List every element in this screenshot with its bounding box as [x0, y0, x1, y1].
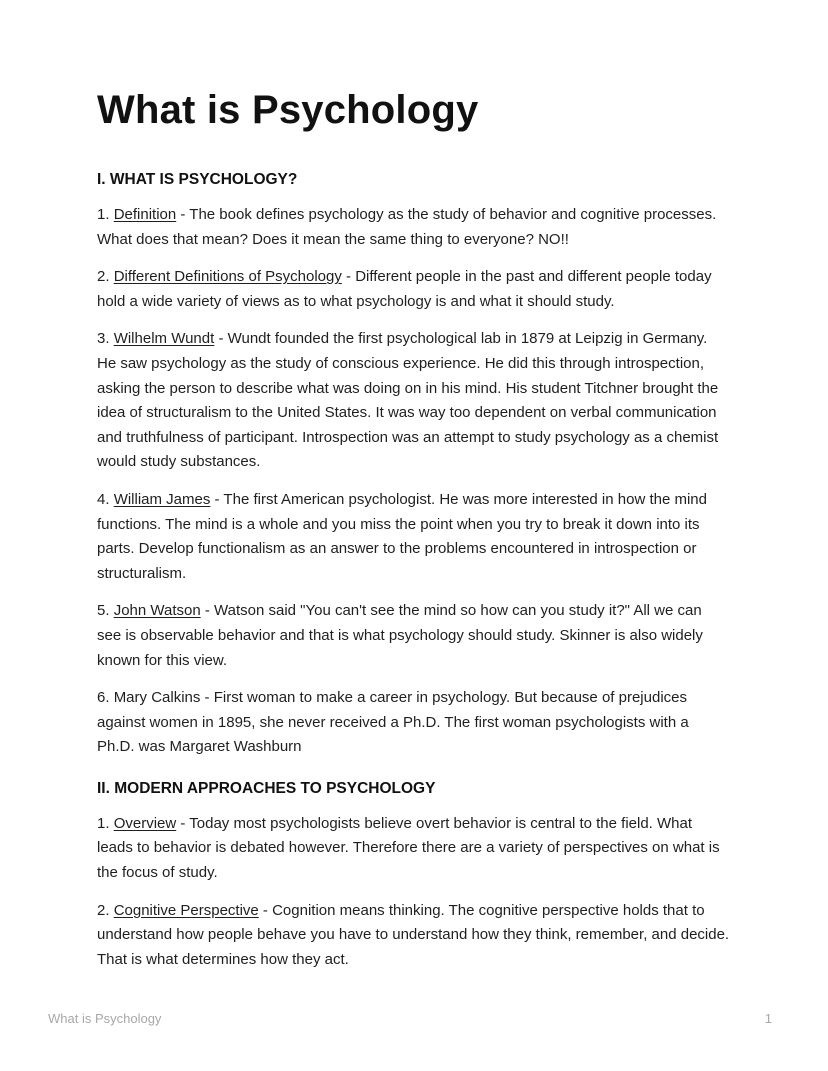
- item-text: - The first American psychologist. He was more interested in how the mind functions. The mind is a whole and you miss the point when you try to break it down into its parts. Develop functionalism as an answer to the problems encountered in introspection or structuralism.: [97, 490, 707, 582]
- item-term: William James: [113, 490, 211, 508]
- footer-document-title: What is Psychology: [48, 1011, 162, 1026]
- list-item-definition: [97, 203, 730, 252]
- item-term: Definition: [113, 206, 177, 223]
- item-number: 3.: [97, 330, 114, 348]
- item-term: Mary Calkins: [113, 689, 201, 707]
- list-item-cognitive-perspective: [97, 899, 730, 973]
- section-heading-what-is-psychology: I. WHAT IS PSYCHOLOGY?: [97, 171, 298, 188]
- item-text: - The book defines psychology as the study of behavior and cognitive processes. What does that mean? Does it mean the same thing to everyone? NO!!: [97, 206, 717, 248]
- item-term: Different Definitions of Psychology: [113, 268, 342, 286]
- item-text: - Different people in the past and different people today hold a wide variety of views as to what psychology is and what it should study.: [97, 268, 712, 310]
- list-item-overview: [97, 812, 730, 886]
- item-number: 2.: [97, 901, 114, 919]
- item-number: 1.: [97, 814, 114, 832]
- item-number: 6.: [97, 689, 114, 707]
- item-text: - Watson said "You can't see the mind so how can you study it?" All we can see is observable behavior and that is what psychology should study. Skinner is also widely known for this view.: [97, 602, 703, 669]
- list-item-wilhelm-wundt: [97, 327, 730, 475]
- item-term: Overview: [113, 814, 177, 832]
- list-item-mary-calkins: [97, 686, 730, 760]
- item-text: - Today most psychologists believe overt behavior is central to the field. What leads to behavior is debated however. Therefore there are a variety of perspectives on what is the focus of study.: [97, 814, 720, 882]
- section-heading-modern-approaches: II. MODERN APPROACHES TO PSYCHOLOGY: [97, 779, 436, 797]
- item-number: 5.: [97, 602, 114, 620]
- item-term: John Watson: [113, 602, 201, 620]
- item-number: 2.: [97, 268, 114, 286]
- list-item-william-james: [97, 488, 730, 586]
- item-text: - Cognition means thinking. The cognitive perspective holds that to understand how people behave you have to understand how they think, remember, and decide. That is what determines how they act.: [97, 901, 730, 968]
- item-text: - First woman to make a career in psychology. But because of prejudices against women in 1895, she never received a Ph.D. The first woman psychologists with a Ph.D. was Margaret Washburn: [97, 689, 689, 756]
- item-text: - Wundt founded the first psychological lab in 1879 at Leipzig in Germany. He saw psychology as the study of conscious experience. He did this through introspection, asking the person to describe what was doing on in his mind. His student Titchner brought the idea of structuralism to the United States. It was way too dependent on verbal communication and truthfulness of participant. Introspection was an attempt to study psychology as a chemist would study substances.: [97, 330, 719, 471]
- list-item-different-definitions: [97, 265, 730, 314]
- footer-page-number: 1: [764, 1011, 772, 1026]
- list-item-john-watson: [97, 599, 730, 673]
- item-number: 1.: [97, 206, 114, 223]
- item-number: 4.: [97, 490, 114, 508]
- item-term: Wilhelm Wundt: [113, 330, 215, 348]
- item-term: Cognitive Perspective: [113, 901, 259, 919]
- document-title: What is Psychology: [97, 88, 479, 132]
- page-footer: [48, 1011, 772, 1026]
